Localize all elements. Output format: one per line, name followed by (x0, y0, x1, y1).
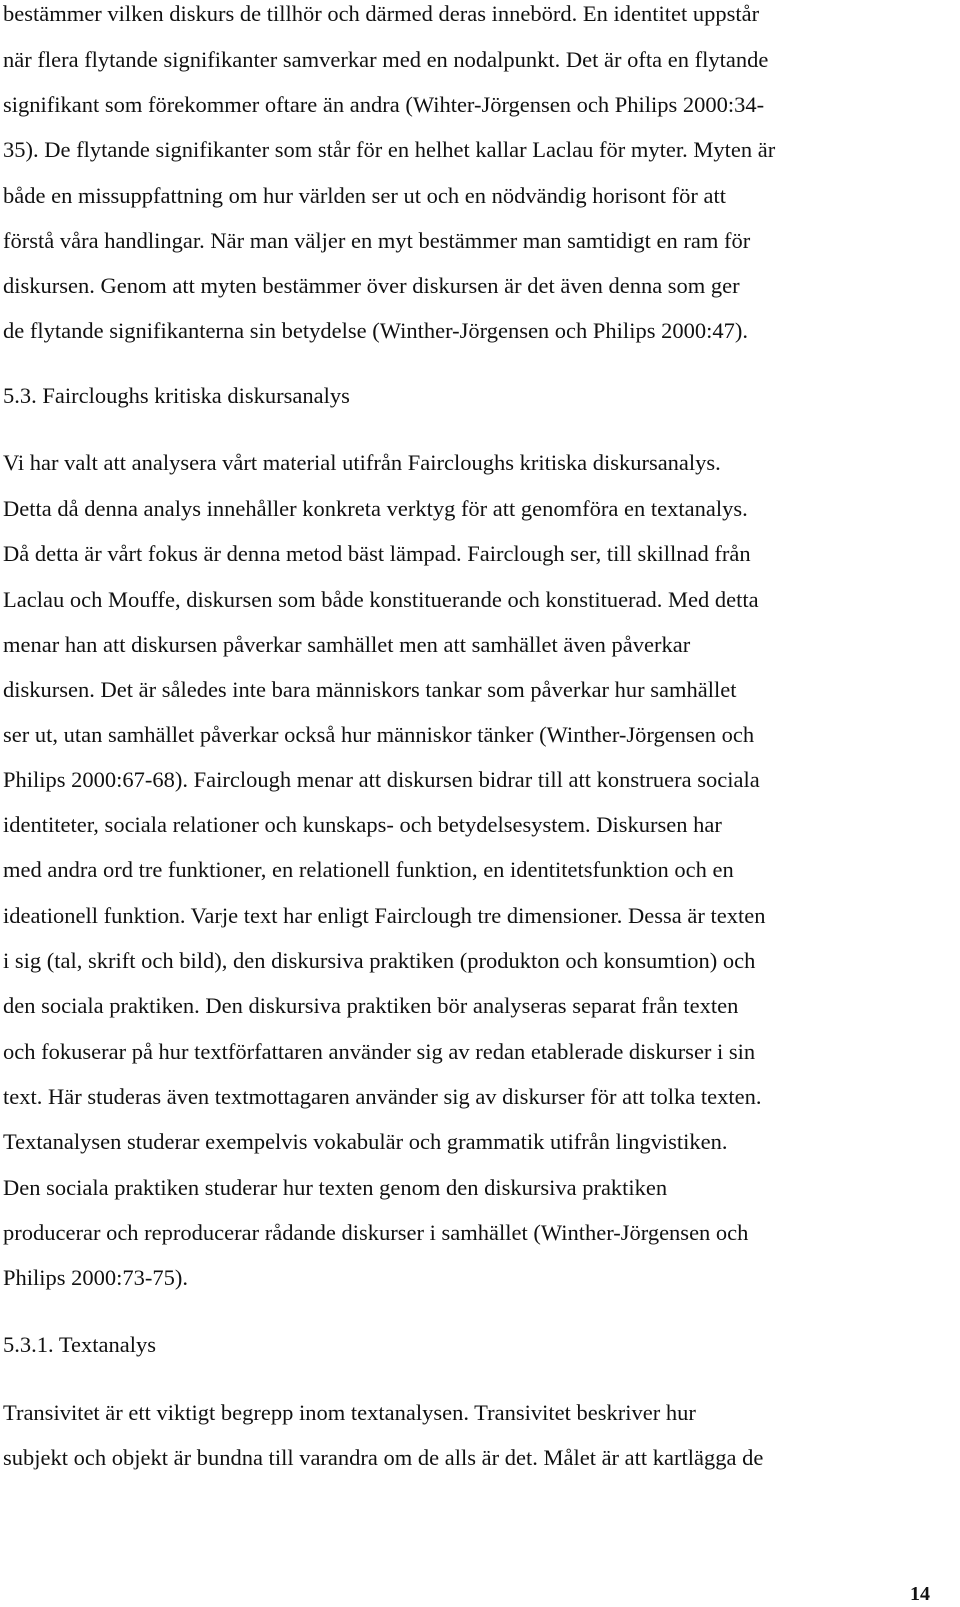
page-number: 14 (910, 1583, 930, 1605)
text-line: menar han att diskursen påverkar samhället men att samhället även påverkar (3, 632, 691, 657)
text-line: Den sociala praktiken studerar hur texten genom den diskursiva praktiken (3, 1175, 668, 1200)
text-line: Philips 2000:67-68). Fairclough menar att diskursen bidrar till att konstruera sociala (3, 767, 760, 792)
text-line: de flytande signifikanterna sin betydelse (Winther-Jörgensen och Philips 2000:47). (3, 318, 748, 343)
text-line: Textanalysen studerar exempelvis vokabulär och grammatik utifrån lingvistiken. (3, 1129, 728, 1154)
text-line: den sociala praktiken. Den diskursiva praktiken bör analyseras separat från texten (3, 993, 739, 1018)
text-line: ideationell funktion. Varje text har enligt Fairclough tre dimensioner. Dessa är texten (3, 903, 766, 928)
text-line: och fokuserar på hur textförfattaren använder sig av redan etablerade diskurser i sin (3, 1039, 756, 1064)
text-line: Transivitet är ett viktigt begrepp inom textanalysen. Transivitet beskriver hur (3, 1400, 696, 1425)
text-line: Detta då denna analys innehåller konkreta verktyg för att genomföra en textanalys. (3, 496, 748, 521)
text-line: text. Här studeras även textmottagaren använder sig av diskurser för att tolka texten. (3, 1084, 762, 1109)
section-heading: 5.3. Faircloughs kritiska diskursanalys (3, 383, 350, 408)
text-line: subjekt och objekt är bundna till varandra om de alls är det. Målet är att kartlägga de (3, 1445, 764, 1470)
text-line: Laclau och Mouffe, diskursen som både konstituerande och konstituerad. Med detta (3, 587, 759, 612)
text-line: producerar och reproducerar rådande diskurser i samhället (Winther-Jörgensen och (3, 1220, 749, 1245)
text-line: diskursen. Genom att myten bestämmer över diskursen är det även denna som ger (3, 273, 740, 298)
text-line: Philips 2000:73-75). (3, 1265, 189, 1290)
text-line: förstå våra handlingar. När man väljer en myt bestämmer man samtidigt en ram för (3, 228, 751, 253)
text-line: Då detta är vårt fokus är denna metod bäst lämpad. Fairclough ser, till skillnad från (3, 541, 751, 566)
text-line: 35). De flytande signifikanter som står för en helhet kallar Laclau för myter. Myten är (3, 137, 776, 162)
text-line: med andra ord tre funktioner, en relationell funktion, en identitetsfunktion och en (3, 857, 734, 882)
text-line: diskursen. Det är således inte bara människors tankar som påverkar hur samhället (3, 677, 737, 702)
text-line: både en missuppfattning om hur världen ser ut och en nödvändig horisont för att (3, 183, 726, 208)
text-line: ser ut, utan samhället påverkar också hur människor tänker (Winther-Jörgensen och (3, 722, 755, 747)
text-line: signifikant som förekommer oftare än andra (Wihter-Jörgensen och Philips 2000:34- (3, 92, 765, 117)
text-line: Vi har valt att analysera vårt material utifrån Faircloughs kritiska diskursanalys. (3, 450, 721, 475)
text-line: i sig (tal, skrift och bild), den diskursiva praktiken (produkton och konsumtion) och (3, 948, 756, 973)
text-line: identiteter, sociala relationer och kunskaps- och betydelsesystem. Diskursen har (3, 812, 722, 837)
subsection-heading: 5.3.1. Textanalys (3, 1332, 156, 1357)
text-line: när flera flytande signifikanter samverkar med en nodalpunkt. Det är ofta en flytande (3, 47, 769, 72)
text-line: bestämmer vilken diskurs de tillhör och därmed deras innebörd. En identitet uppstår (3, 1, 760, 26)
